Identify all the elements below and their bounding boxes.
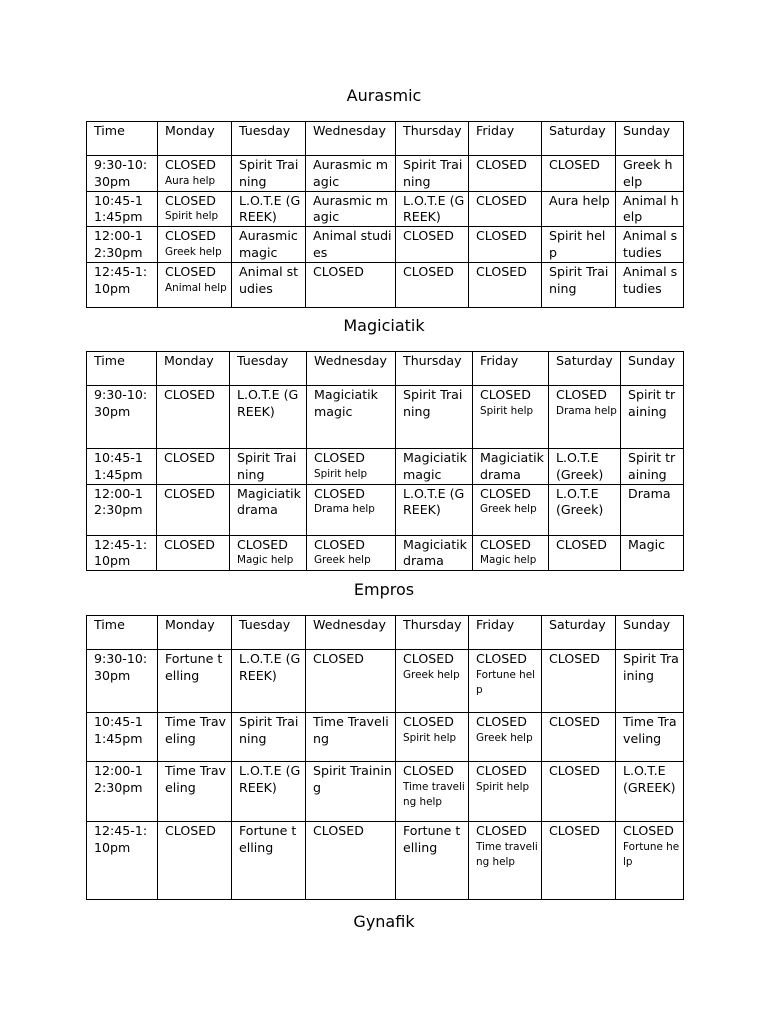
schedule-table-empros <box>86 615 684 900</box>
cell-note: Greek help <box>314 554 371 567</box>
table-cell <box>157 484 230 535</box>
table-cell <box>87 386 157 449</box>
cell-text: L.O.T.E (GREEK) <box>239 763 301 795</box>
cell-text: Aurasmic magic <box>313 157 389 189</box>
header-cell: Tuesday <box>232 616 306 650</box>
table-cell <box>157 535 230 571</box>
table-row <box>87 484 684 535</box>
table-cell <box>396 822 469 900</box>
section-title-empros: Empros <box>353 580 415 599</box>
cell-text: CLOSED <box>549 714 600 729</box>
cell-text: L.O.T.E (GREEK) <box>237 387 299 419</box>
table-cell <box>396 713 469 762</box>
cell-text: CLOSED <box>476 763 527 778</box>
cell-text: 12:00-12:30pm <box>94 485 143 518</box>
table-cell <box>621 386 684 449</box>
cell-text: L.O.T.E (GREEK) <box>239 192 301 225</box>
cell-text: CLOSED <box>165 157 216 172</box>
table-cell <box>87 762 158 822</box>
table-cell <box>549 484 621 535</box>
table-header-row <box>87 616 684 650</box>
table-cell <box>306 822 396 900</box>
cell-note: Time traveling help <box>476 840 538 868</box>
table-cell <box>469 762 542 822</box>
table-cell <box>621 484 684 535</box>
cell-text: CLOSED <box>403 651 454 666</box>
cell-text: 9:30-10:30pm <box>94 651 148 683</box>
header-cell: Thursday <box>396 122 469 156</box>
table-cell <box>621 449 684 485</box>
cell-note: Spirit help <box>476 780 530 793</box>
cell-text: Time Traveling <box>165 714 227 746</box>
cell-note: Time traveling help <box>403 780 465 808</box>
cell-text: CLOSED <box>313 263 364 279</box>
table-cell <box>307 535 396 571</box>
table-cell <box>469 822 542 900</box>
table-cell <box>232 762 306 822</box>
table-cell <box>87 191 158 227</box>
cell-text: Spirit Training <box>549 263 609 296</box>
cell-text: CLOSED <box>403 263 454 279</box>
cell-text: L.O.T.E (Greek) <box>556 485 604 518</box>
cell-note: Drama help <box>314 503 375 516</box>
table-cell <box>396 650 469 713</box>
table-cell <box>232 156 306 192</box>
cell-text: Spirit Training <box>237 450 297 482</box>
cell-text: Fortune telling <box>403 823 461 855</box>
cell-text: 12:00-12:30pm <box>94 763 143 795</box>
table-cell <box>473 449 549 485</box>
table-row <box>87 713 684 762</box>
table-cell <box>542 227 616 263</box>
table-cell <box>232 822 306 900</box>
table-row <box>87 262 684 307</box>
cell-text: Time Traveling <box>623 714 677 746</box>
table-cell <box>542 156 616 192</box>
table-cell <box>307 449 396 485</box>
cell-text: Greek help <box>623 157 673 189</box>
table-cell <box>396 484 473 535</box>
table-cell <box>469 156 542 192</box>
table-cell <box>158 713 232 762</box>
table-row <box>87 449 684 485</box>
cell-text: Aurasmic magic <box>239 228 298 260</box>
cell-text: L.O.T.E (GREEK) <box>623 763 676 795</box>
cell-text: CLOSED <box>165 192 216 208</box>
section-title-gynafik: Gynafik <box>353 912 415 931</box>
table-cell <box>158 822 232 900</box>
schedule-table-aurasmic <box>86 121 684 308</box>
table-cell <box>542 762 616 822</box>
cell-text: L.O.T.E (Greek) <box>556 450 604 482</box>
table-cell <box>307 386 396 449</box>
header-cell: Saturday <box>549 352 621 386</box>
cell-text: CLOSED <box>623 823 674 838</box>
cell-text: Animal studies <box>623 228 678 260</box>
table-cell <box>87 650 158 713</box>
table-cell <box>396 386 473 449</box>
cell-text: Spirit Training <box>403 387 463 419</box>
table-cell <box>621 535 684 571</box>
table-row <box>87 227 684 263</box>
cell-note: Magic help <box>480 554 537 567</box>
cell-note: Greek help <box>403 668 460 681</box>
cell-text: Spirit Training <box>313 763 392 795</box>
header-cell: Time <box>87 352 157 386</box>
cell-text: 10:45-11:45pm <box>94 450 143 482</box>
table-row <box>87 386 684 449</box>
header-cell: Friday <box>469 122 542 156</box>
cell-text: CLOSED <box>476 823 527 838</box>
table-cell <box>232 650 306 713</box>
table-cell <box>306 191 396 227</box>
header-cell: Sunday <box>616 122 684 156</box>
cell-text: CLOSED <box>476 157 527 172</box>
table-cell <box>616 713 684 762</box>
table-cell <box>549 535 621 571</box>
cell-text: CLOSED <box>313 823 364 838</box>
header-cell: Monday <box>158 122 232 156</box>
cell-text: Aurasmic magic <box>313 192 389 225</box>
table-row <box>87 822 684 900</box>
cell-text: CLOSED <box>556 387 607 402</box>
table-row <box>87 762 684 822</box>
table-cell <box>616 156 684 192</box>
header-cell: Wednesday <box>306 122 396 156</box>
table-cell <box>396 762 469 822</box>
table-row <box>87 535 684 571</box>
table-cell <box>230 484 307 535</box>
cell-text: CLOSED <box>314 485 365 501</box>
cell-text: Magiciatik drama <box>237 485 301 518</box>
cell-text: Spirit Training <box>403 157 463 189</box>
cell-text: Aura help <box>549 192 610 208</box>
table-cell <box>549 449 621 485</box>
table-cell <box>396 449 473 485</box>
cell-text: Magiciatik magic <box>403 450 467 482</box>
table-row <box>87 191 684 227</box>
table-cell <box>87 713 158 762</box>
cell-text: Magic <box>628 536 666 552</box>
table-cell <box>396 262 469 307</box>
cell-text: Drama <box>628 485 671 501</box>
cell-text: CLOSED <box>549 651 600 666</box>
cell-text: CLOSED <box>403 714 454 729</box>
cell-text: 12:45-1:10pm <box>94 823 148 855</box>
cell-text: Magiciatik magic <box>314 387 378 419</box>
cell-text: CLOSED <box>165 263 216 279</box>
schedule-table-magiciatik <box>86 351 684 571</box>
table-cell <box>306 156 396 192</box>
cell-text: L.O.T.E (GREEK) <box>239 651 301 683</box>
header-cell: Monday <box>157 352 230 386</box>
table-cell <box>232 713 306 762</box>
header-cell: Wednesday <box>306 616 396 650</box>
cell-text: CLOSED <box>476 192 527 208</box>
cell-text: Animal studies <box>623 263 678 296</box>
cell-text: Magiciatik drama <box>480 450 544 482</box>
table-cell <box>158 156 232 192</box>
table-cell <box>396 191 469 227</box>
table-cell <box>230 535 307 571</box>
table-cell <box>616 650 684 713</box>
table-cell <box>87 449 157 485</box>
table-cell <box>87 535 157 571</box>
cell-text: CLOSED <box>403 228 454 244</box>
cell-text: CLOSED <box>480 536 531 552</box>
table-cell <box>542 262 616 307</box>
table-cell <box>232 191 306 227</box>
cell-text: CLOSED <box>549 157 600 172</box>
header-cell: Sunday <box>621 352 684 386</box>
table-cell <box>87 822 158 900</box>
cell-text: CLOSED <box>314 450 365 465</box>
cell-note: Drama help <box>556 404 617 417</box>
table-cell <box>157 386 230 449</box>
header-cell: Friday <box>469 616 542 650</box>
table-row <box>87 650 684 713</box>
table-cell <box>306 650 396 713</box>
table-cell <box>230 386 307 449</box>
cell-text: CLOSED <box>480 485 531 501</box>
cell-note: Aura help <box>165 174 216 187</box>
table-cell <box>306 762 396 822</box>
table-row <box>87 156 684 192</box>
table-header-row <box>87 352 684 386</box>
cell-text: CLOSED <box>480 387 531 402</box>
table-cell <box>232 227 306 263</box>
cell-text: CLOSED <box>165 823 216 838</box>
table-cell <box>87 262 158 307</box>
cell-text: Fortune telling <box>239 823 297 855</box>
header-cell: Wednesday <box>307 352 396 386</box>
cell-text: Time Traveling <box>165 763 227 795</box>
section-title-aurasmic: Aurasmic <box>346 86 422 105</box>
table-cell <box>232 262 306 307</box>
table-cell <box>469 650 542 713</box>
table-cell <box>616 822 684 900</box>
cell-note: Spirit help <box>314 467 368 480</box>
table-cell <box>542 713 616 762</box>
cell-text: Spirit Training <box>239 157 299 189</box>
cell-note: Greek help <box>476 731 533 744</box>
table-cell <box>158 650 232 713</box>
cell-note: Spirit help <box>480 404 534 417</box>
header-cell: Thursday <box>396 352 473 386</box>
table-cell <box>473 386 549 449</box>
cell-text: 9:30-10:30pm <box>94 157 148 189</box>
table-cell <box>396 535 473 571</box>
cell-text: Spirit Training <box>623 651 679 683</box>
cell-text: CLOSED <box>403 763 454 778</box>
table-cell <box>306 262 396 307</box>
cell-note: Magic help <box>237 554 294 567</box>
cell-note: Fortune help <box>476 668 536 696</box>
cell-text: 10:45-11:45pm <box>94 192 143 225</box>
table-cell <box>158 762 232 822</box>
cell-text: CLOSED <box>556 536 607 552</box>
cell-text: CLOSED <box>476 228 527 244</box>
cell-text: CLOSED <box>476 651 527 666</box>
cell-text: Spirit Training <box>239 714 299 746</box>
table-cell <box>469 227 542 263</box>
cell-text: Spirit training <box>628 387 676 419</box>
header-cell: Tuesday <box>232 122 306 156</box>
table-cell <box>616 262 684 307</box>
cell-note: Greek help <box>480 503 537 516</box>
cell-text: Spirit help <box>549 228 606 260</box>
cell-text: CLOSED <box>164 536 215 552</box>
cell-text: L.O.T.E (GREEK) <box>403 192 465 225</box>
cell-text: Time Traveling <box>313 714 389 746</box>
cell-text: CLOSED <box>476 263 527 279</box>
table-cell <box>616 227 684 263</box>
cell-note: Spirit help <box>165 210 219 223</box>
cell-text: L.O.T.E (GREEK) <box>403 485 465 518</box>
cell-text: CLOSED <box>237 536 288 552</box>
cell-note: Spirit help <box>403 731 457 744</box>
cell-text: CLOSED <box>313 651 364 666</box>
header-cell: Time <box>87 122 158 156</box>
table-cell <box>396 156 469 192</box>
table-cell <box>306 713 396 762</box>
header-cell: Saturday <box>542 122 616 156</box>
table-cell <box>473 484 549 535</box>
table-cell <box>542 822 616 900</box>
table-cell <box>469 262 542 307</box>
table-cell <box>307 484 396 535</box>
header-cell: Monday <box>158 616 232 650</box>
cell-text: Animal studies <box>239 263 299 296</box>
cell-text: CLOSED <box>164 387 215 402</box>
table-cell <box>616 191 684 227</box>
cell-text: 12:00-12:30pm <box>94 228 143 260</box>
header-cell: Saturday <box>542 616 616 650</box>
table-cell <box>469 191 542 227</box>
header-cell: Thursday <box>396 616 469 650</box>
cell-text: 12:45-1:10pm <box>94 536 148 569</box>
header-cell: Time <box>87 616 158 650</box>
cell-text: CLOSED <box>314 536 365 552</box>
table-cell <box>87 227 158 263</box>
section-title-magiciatik: Magiciatik <box>343 316 425 335</box>
cell-text: Fortune telling <box>165 651 223 683</box>
table-cell <box>87 156 158 192</box>
cell-note: Animal help <box>165 281 227 294</box>
table-cell <box>158 191 232 227</box>
cell-text: 9:30-10:30pm <box>94 387 148 419</box>
cell-text: CLOSED <box>165 228 216 244</box>
table-cell <box>542 191 616 227</box>
header-cell: Friday <box>473 352 549 386</box>
table-cell <box>158 227 232 263</box>
header-cell: Tuesday <box>230 352 307 386</box>
header-cell: Sunday <box>616 616 684 650</box>
cell-text: CLOSED <box>549 823 600 838</box>
cell-text: Magiciatik drama <box>403 536 467 569</box>
table-header-row <box>87 122 684 156</box>
cell-text: CLOSED <box>476 714 527 729</box>
table-cell <box>473 535 549 571</box>
cell-text: CLOSED <box>549 763 600 778</box>
cell-text: 10:45-11:45pm <box>94 714 143 746</box>
table-cell <box>542 650 616 713</box>
table-cell <box>396 227 469 263</box>
cell-text: CLOSED <box>164 450 215 465</box>
table-cell <box>158 262 232 307</box>
table-cell <box>469 713 542 762</box>
cell-note: Fortune help <box>623 840 680 868</box>
cell-text: Animal help <box>623 192 679 225</box>
table-cell <box>616 762 684 822</box>
table-cell <box>306 227 396 263</box>
table-cell <box>230 449 307 485</box>
cell-text: CLOSED <box>164 485 215 501</box>
cell-text: Animal studies <box>313 228 392 260</box>
cell-text: 12:45-1:10pm <box>94 263 148 296</box>
table-cell <box>87 484 157 535</box>
cell-note: Greek help <box>165 245 222 258</box>
table-cell <box>549 386 621 449</box>
cell-text: Spirit training <box>628 450 676 482</box>
table-cell <box>157 449 230 485</box>
